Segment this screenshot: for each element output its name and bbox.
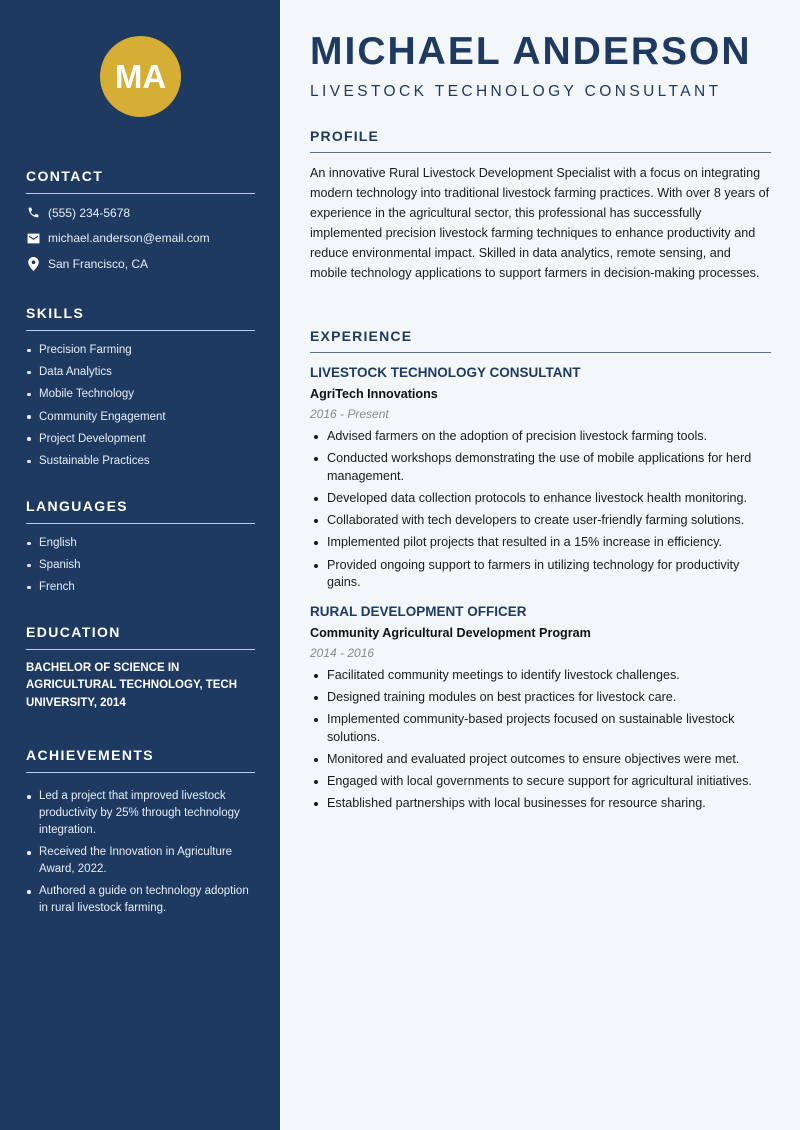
language-item: English [26,532,255,554]
language-item: French [26,576,255,598]
languages-section [26,498,255,599]
job-entry [310,604,771,813]
language-item: Spanish [26,554,255,576]
job-bullet: Implemented community-based projects focused on sustainable livestock solutions. [310,711,771,746]
education-degree: BACHELOR OF SCIENCE IN AGRICULTURAL TECHNOLOGY, TECH UNIVERSITY, 2014 [26,662,238,709]
education-section [26,624,255,712]
sidebar [0,0,280,1130]
email-text[interactable]: michael.anderson@email.com [48,231,210,246]
job-role: RURAL DEVELOPMENT OFFICER [310,603,527,619]
contact-heading: CONTACT [26,168,255,194]
phone-icon [26,206,40,220]
contact-email [26,226,255,252]
skill-item: Mobile Technology [26,383,255,405]
languages-list [26,532,255,599]
job-bullets [310,428,771,592]
job-bullet: Advised farmers on the adoption of precision livestock farming tools. [310,428,771,446]
achievements-list [26,788,255,917]
job-bullet: Provided ongoing support to farmers in utilizing technology for productivity gains. [310,557,771,592]
skills-list [26,339,255,472]
skill-item: Precision Farming [26,339,255,361]
skill-item: Community Engagement [26,406,255,428]
skill-item: Project Development [26,428,255,450]
contact-location [26,251,255,277]
contact-phone [26,200,255,226]
skills-section [26,305,255,472]
job-bullet: Developed data collection protocols to enhance livestock health monitoring. [310,490,771,508]
candidate-title: LIVESTOCK TECHNOLOGY CONSULTANT [310,83,722,100]
job-bullets [310,667,771,813]
job-dates: 2014 - 2016 [310,645,375,660]
achievements-section [26,747,255,922]
phone-text: (555) 234-5678 [48,205,131,220]
experience-section [310,328,771,817]
achievement-item: Authored a guide on technology adoption in rural livestock farming. [26,883,255,917]
job-bullet: Monitored and evaluated project outcomes to ensure objectives were met. [310,751,771,769]
job-entry [310,365,771,592]
location-pin-icon [26,257,40,271]
skill-item: Data Analytics [26,361,255,383]
candidate-name: MICHAEL ANDERSON [310,30,752,73]
location-text: San Francisco, CA [48,256,149,271]
job-bullet: Implemented pilot projects that resulted in a 15% increase in efficiency. [310,534,771,552]
email-icon [26,231,40,245]
job-dates: 2016 - Present [310,407,389,421]
skills-heading: SKILLS [26,305,255,331]
job-bullet: Designed training modules on best practices for livestock care. [310,689,771,707]
profile-heading: PROFILE [310,128,771,153]
experience-heading: EXPERIENCE [310,328,771,353]
job-bullet: Collaborated with tech developers to create user-friendly farming solutions. [310,512,771,530]
languages-heading: LANGUAGES [26,498,255,524]
job-company: AgriTech Innovations [310,387,438,401]
job-bullet: Conducted workshops demonstrating the use of mobile applications for herd management. [310,450,771,485]
job-role: LIVESTOCK TECHNOLOGY CONSULTANT [310,365,581,380]
achievements-heading: ACHIEVEMENTS [26,747,255,773]
education-heading: EDUCATION [26,624,255,650]
job-bullet: Facilitated community meetings to identify livestock challenges. [310,667,771,685]
avatar [100,36,181,117]
job-bullet: Engaged with local governments to secure support for agricultural initiatives. [310,773,771,791]
profile-section [310,128,771,284]
achievement-item: Led a project that improved livestock productivity by 25% through technology integration. [26,788,255,839]
avatar-initials: MA [114,57,167,95]
skill-item: Sustainable Practices [26,450,255,472]
achievement-item: Received the Innovation in Agriculture Award, 2022. [26,844,255,878]
job-company: Community Agricultural Development Program [310,625,591,640]
profile-text: An innovative Rural Livestock Development Specialist with a focus on integrating modern technology into traditional livestock farming practices. With over 8 years of experience in the agricultural sector, this professional has successfully implemented precision livestock farming techniques to enhance productivity and reduce environmental impact. Skilled in data analytics, remote sensing, and mobile technology applications to support farmers in decision-making processes. [310,166,770,281]
contact-section [26,168,255,277]
job-bullet: Established partnerships with local businesses for resource sharing. [310,795,771,813]
